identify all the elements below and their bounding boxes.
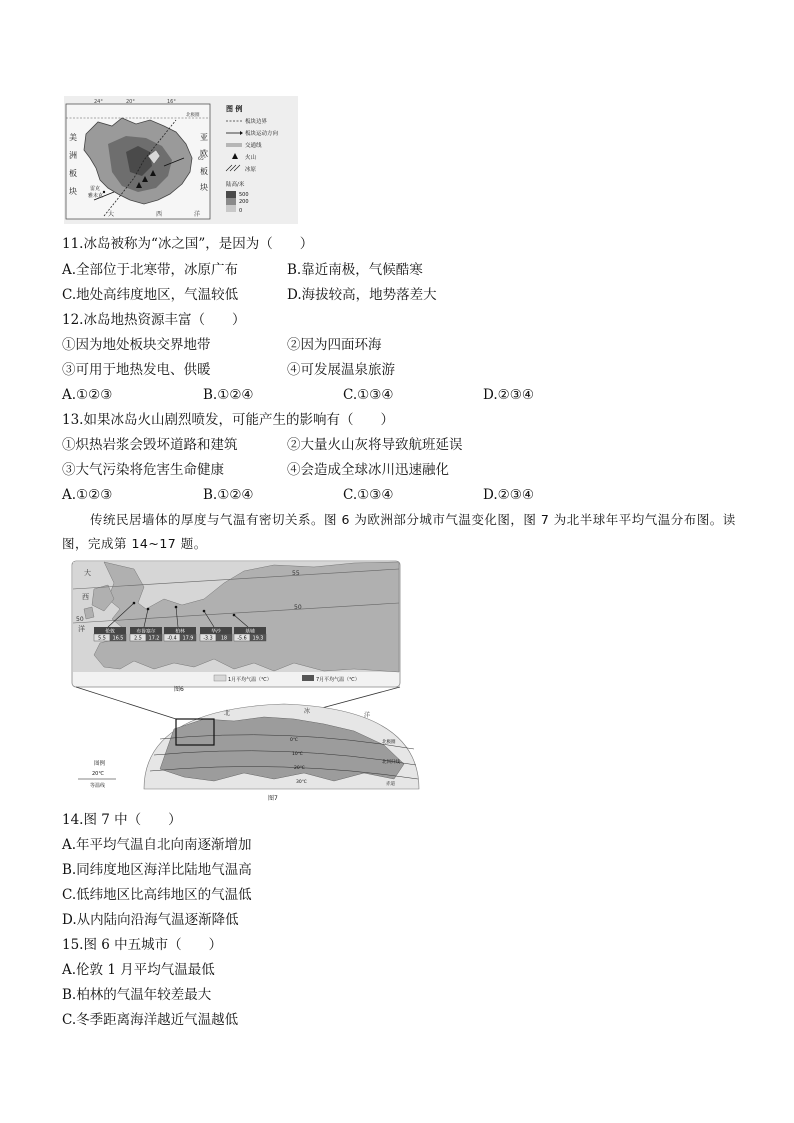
legend-jul-label: 7月平均气温（℃） <box>316 677 360 683</box>
plate-label-right: 板 <box>200 167 208 176</box>
ocean-label: 大 <box>108 211 115 218</box>
q11-option-b: B.靠近南极，气候酷寒 <box>287 262 423 278</box>
fig7-legend-label: 等温线 <box>90 783 106 789</box>
q13-option-b: B.①②④ <box>203 487 254 503</box>
city-label: 雅未克 <box>88 193 104 199</box>
city-dot <box>203 610 206 613</box>
city-name: 布鲁塞尔 <box>136 629 156 635</box>
arctic-circle-label: 北极圈 <box>186 113 200 118</box>
legend-item: 冰原 <box>245 167 257 173</box>
fig7-legend-title: 图例 <box>94 761 106 767</box>
city-dot <box>133 602 136 605</box>
lat-ref-label: 北回归线 <box>382 760 400 765</box>
lon-label-2: 20° <box>126 99 135 105</box>
plate-label-right: 块 <box>200 183 208 192</box>
elev-value: 200 <box>239 199 249 205</box>
ocean-label: 大 <box>84 569 91 577</box>
europe-temperature-figure <box>64 559 423 804</box>
plate-label-left: 美 <box>69 133 77 142</box>
elev-swatch <box>226 205 236 212</box>
q13-option-c: C.①③④ <box>343 487 394 503</box>
legend-item: 交通线 <box>245 143 262 149</box>
q13-statement-1: ①炽热岩浆会毁坏道路和建筑 <box>62 437 238 453</box>
intro-text: 传统民居墙体的厚度与气温有密切关系。图 6 为欧洲部分城市气温变化图，图 7 为北半球年平均气温分布图。读图，完成第 14~17 题。 <box>62 512 736 551</box>
fig7-ocean-label: 洋 <box>364 712 371 719</box>
plate-label-left: 板 <box>69 169 77 178</box>
q11-stem: 11.冰岛被称为“冰之国”，是因为（ ） <box>62 236 314 252</box>
jan-temp-value: -5.6 <box>237 636 247 642</box>
q14-option-a: A.年平均气温自北向南逐渐增加 <box>62 837 252 853</box>
lat-label: 50 <box>76 616 84 623</box>
q15-option-a: A.伦敦 1 月平均气温最低 <box>62 962 215 978</box>
q12-statement-3: ③可用于地热发电、供暖 <box>62 362 211 378</box>
lat-ref-label: 赤道 <box>386 782 395 787</box>
legend-title: 图 例 <box>226 105 243 113</box>
plate-label-right: 欧 <box>200 149 208 158</box>
q12-statement-4: ④可发展温泉旅游 <box>287 362 395 378</box>
jan-temp-value: 5.5 <box>98 636 106 642</box>
q13-statement-4: ④会造成全球冰川迅速融化 <box>287 462 449 478</box>
plate-label-left: 块 <box>69 187 77 196</box>
fig6-fig7-svg <box>64 559 423 804</box>
ocean-label: 西 <box>156 211 163 218</box>
legend-item: 板块边界 <box>245 119 268 125</box>
elev-swatch <box>226 191 236 198</box>
intro-paragraph <box>62 508 737 556</box>
city-dot <box>103 191 105 193</box>
jul-temp-value: 17.9 <box>182 636 194 642</box>
q15-stem: 15.图 6 中五城市（ ） <box>62 937 223 953</box>
city-dot <box>175 606 178 609</box>
ocean-label: 西 <box>82 593 89 601</box>
isotherm-label: 30℃ <box>296 780 307 785</box>
lat-65-label: 65° <box>198 157 206 162</box>
legend-item: 火山 <box>245 155 257 161</box>
q13-option-d: D.②③④ <box>483 487 534 503</box>
legend-jul-swatch <box>302 675 314 681</box>
jan-temp-value: -0.4 <box>167 636 177 642</box>
q13-statement-3: ③大气污染将危害生命健康 <box>62 462 224 478</box>
city-name: 基辅 <box>245 629 255 635</box>
q11-option-c: C.地处高纬度地区，气温较低 <box>62 287 239 303</box>
q14-stem: 14.图 7 中（ ） <box>62 812 182 828</box>
city-name: 伦敦 <box>105 629 115 635</box>
jan-temp-value: 2.5 <box>134 636 142 642</box>
fig6-ireland <box>84 607 94 619</box>
ocean-label: 洋 <box>194 211 201 218</box>
jul-temp-value: 18 <box>220 636 228 642</box>
plate-label-left: 洲 <box>69 151 77 160</box>
q14-option-b: B.同纬度地区海洋比陆地气温高 <box>62 862 252 878</box>
jul-temp-value: 16.5 <box>112 636 124 642</box>
elev-swatch <box>226 198 236 205</box>
elevation-title: 陆高/米 <box>226 182 245 188</box>
lat-label: 55 <box>292 570 300 577</box>
lon-label-1: 24° <box>94 99 103 105</box>
iceland-map <box>64 96 298 224</box>
city-name: 柏林 <box>175 629 185 635</box>
fig7-ocean-label: 北 <box>224 710 231 717</box>
q15-option-b: B.柏林的气温年较差最大 <box>62 987 212 1003</box>
fig7-caption: 图7 <box>268 795 278 802</box>
q15-option-c: C.冬季距离海洋越近气温越低 <box>62 1012 239 1028</box>
city-name: 华沙 <box>211 629 221 635</box>
elev-value: 500 <box>239 192 249 198</box>
q11-option-d: D.海拔较高，地势落差大 <box>287 287 437 303</box>
q14-option-c: C.低纬地区比高纬地区的气温低 <box>62 887 252 903</box>
q12-option-d: D.②③④ <box>483 387 534 403</box>
q11-option-a: A.全部位于北寒带，冰原广布 <box>62 262 239 278</box>
lat-ref-label: 北极圈 <box>382 740 396 745</box>
lon-label-3: 16° <box>167 99 176 105</box>
fig7-legend-value: 20℃ <box>92 771 104 777</box>
city-dot <box>233 614 236 617</box>
iceland-map-figure <box>64 96 298 224</box>
jan-temp-value: -3.3 <box>203 636 213 642</box>
legend-item: 板块运动方向 <box>245 131 279 137</box>
city-dot <box>147 608 150 611</box>
elev-value: 0 <box>239 208 243 214</box>
q13-stem: 13.如果冰岛火山剧烈喷发，可能产生的影响有（ ） <box>62 412 394 428</box>
jul-temp-value: 19.3 <box>252 636 264 642</box>
fig7-ocean-label: 冰 <box>304 708 311 715</box>
jul-temp-value: 17.2 <box>148 636 160 642</box>
q12-option-b: B.①②④ <box>203 387 254 403</box>
q13-statement-2: ②大量火山灰将导致航班延误 <box>287 437 463 453</box>
lat-label: 50 <box>294 604 302 611</box>
city-label: 雷克 <box>90 186 101 192</box>
isotherm-label: 0℃ <box>290 738 298 743</box>
q12-option-c: C.①③④ <box>343 387 394 403</box>
q13-option-a: A.①②③ <box>62 487 113 503</box>
legend-jan-swatch <box>214 675 226 681</box>
ocean-label: 洋 <box>78 625 85 633</box>
q12-statement-1: ①因为地处板块交界地带 <box>62 337 211 353</box>
q12-option-a: A.①②③ <box>62 387 113 403</box>
q14-option-d: D.从内陆向沿海气温逐渐降低 <box>62 912 239 928</box>
isotherm-label: 10℃ <box>292 752 303 757</box>
isotherm-label: 20℃ <box>294 766 305 771</box>
legend-jan-label: 1月平均气温（℃） <box>228 677 272 683</box>
fig6-caption: 图6 <box>174 686 184 693</box>
q12-statement-2: ②因为四面环海 <box>287 337 382 353</box>
plate-label-right: 亚 <box>200 133 208 142</box>
q12-stem: 12.冰岛地热资源丰富（ ） <box>62 312 246 328</box>
